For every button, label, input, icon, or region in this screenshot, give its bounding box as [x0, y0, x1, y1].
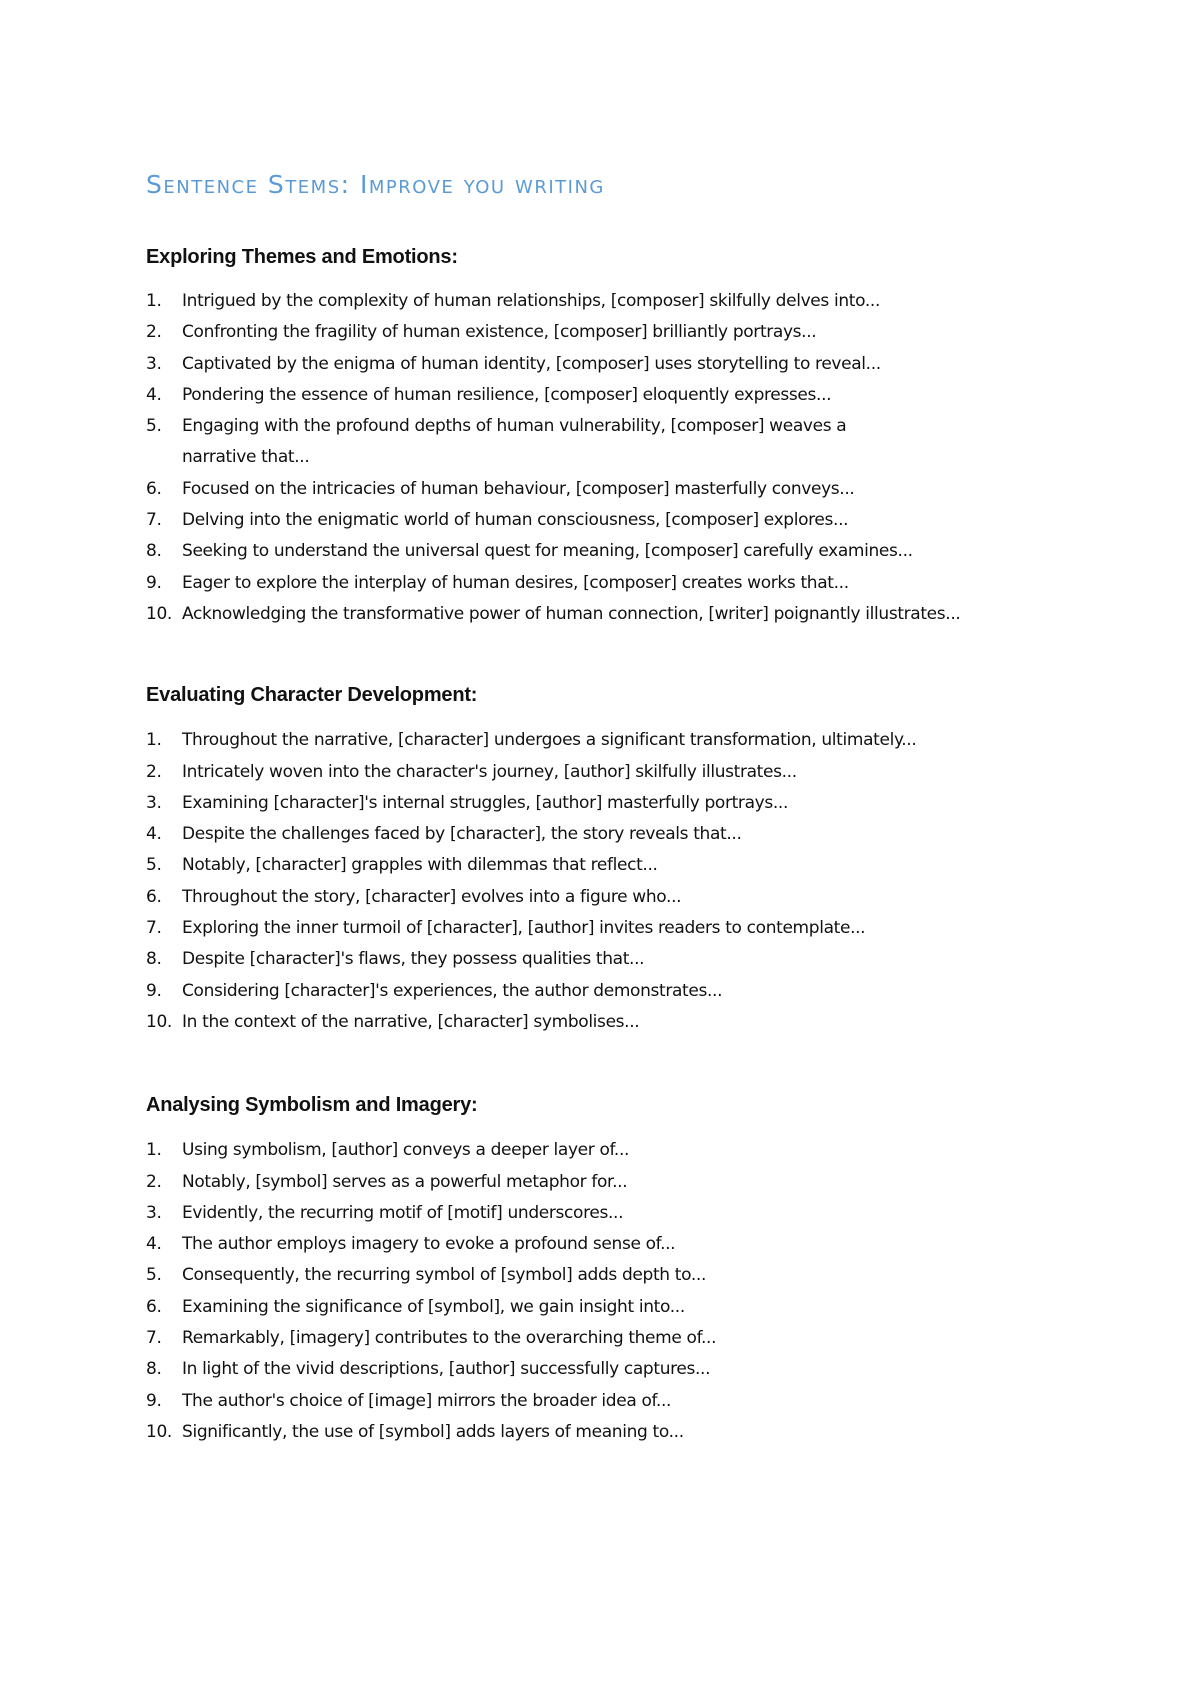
list-item — [146, 1260, 1066, 1291]
list-item-number: 2. — [146, 761, 162, 782]
list-item — [146, 788, 1066, 819]
list-item-number: 8. — [146, 541, 162, 562]
list-item — [146, 1292, 1066, 1323]
list-item — [146, 505, 1066, 536]
list-item-number: 3. — [146, 353, 162, 374]
list-item-number: 1. — [146, 1140, 162, 1161]
list-item-number: 5. — [146, 1265, 162, 1286]
list-item — [146, 913, 1066, 944]
list-item — [146, 599, 1066, 630]
stem-list-themes-emotions — [146, 286, 1066, 630]
list-item-number: 6. — [146, 886, 162, 907]
list-item-number: 10. — [146, 1421, 172, 1442]
list-item-number: 1. — [146, 291, 162, 311]
list-item-text: Using symbolism, [author] conveys a deeper layer of... — [182, 1140, 630, 1161]
list-item — [146, 944, 1066, 975]
list-item-number: 8. — [146, 949, 162, 970]
list-item-text: Evidently, the recurring motif of [motif] underscores... — [182, 1202, 624, 1223]
list-item-number: 7. — [146, 510, 162, 531]
list-item-text: Notably, [character] grapples with dilemmas that reflect... — [182, 855, 658, 876]
section-heading-themes-emotions: Exploring Themes and Emotions: — [146, 246, 458, 268]
list-item-text: Captivated by the enigma of human identity, [composer] uses storytelling to reveal... — [182, 353, 881, 374]
list-item-text: Examining [character]'s internal struggles, [author] masterfully portrays... — [182, 792, 789, 813]
list-item — [146, 568, 1066, 599]
list-item-number: 3. — [146, 1202, 162, 1223]
list-item-number: 1. — [146, 730, 162, 751]
list-item-text: Despite [character]'s flaws, they possess qualities that... — [182, 949, 645, 970]
list-item — [146, 1386, 1066, 1417]
list-item-number: 9. — [146, 980, 162, 1001]
list-item — [146, 976, 1066, 1007]
list-item-text: Throughout the narrative, [character] undergoes a significant transformation, ultimately... — [182, 730, 917, 751]
stem-list-symbolism-imagery — [146, 1135, 1066, 1448]
list-item-text: Intricately woven into the character's journey, [author] skilfully illustrates... — [182, 761, 797, 782]
list-item — [146, 536, 1066, 567]
list-item — [146, 1229, 1066, 1260]
stem-list-character-development — [146, 725, 1066, 1038]
list-item-text: Acknowledging the transformative power of human connection, [writer] poignantly illustrates... — [182, 603, 961, 624]
list-item-text: In the context of the narrative, [character] symbolises... — [182, 1011, 640, 1032]
list-item-text: Confronting the fragility of human existence, [composer] brilliantly portrays... — [182, 322, 817, 343]
list-item-number: 6. — [146, 478, 162, 499]
list-item-number: 7. — [146, 1328, 162, 1349]
list-item-text: Consequently, the recurring symbol of [symbol] adds depth to... — [182, 1265, 707, 1286]
list-item — [146, 411, 1066, 474]
list-item-number: 6. — [146, 1296, 162, 1317]
list-item-number: 10. — [146, 1011, 172, 1032]
list-item-text: Throughout the story, [character] evolves into a figure who... — [182, 886, 682, 907]
list-item-number: 5. — [146, 416, 162, 437]
list-item — [146, 349, 1066, 380]
list-item-number: 2. — [146, 322, 162, 343]
list-item — [146, 1354, 1066, 1385]
list-item-text: Focused on the intricacies of human behaviour, [composer] masterfully conveys... — [182, 478, 855, 499]
list-item-text: The author employs imagery to evoke a profound sense of... — [182, 1234, 676, 1255]
list-item-number: 4. — [146, 384, 162, 405]
list-item-number: 9. — [146, 1390, 162, 1411]
list-item-text: Delving into the enigmatic world of human consciousness, [composer] explores... — [182, 510, 849, 531]
list-item — [146, 380, 1066, 411]
list-item — [146, 1198, 1066, 1229]
list-item — [146, 725, 1066, 756]
list-item — [146, 819, 1066, 850]
document-title: Sentence Stems: Improve you writing — [146, 170, 605, 199]
list-item — [146, 1135, 1066, 1166]
list-item — [146, 1323, 1066, 1354]
list-item-text: Pondering the essence of human resilience, [composer] eloquently expresses... — [182, 384, 832, 405]
list-item-text: Significantly, the use of [symbol] adds layers of meaning to... — [182, 1421, 684, 1442]
list-item — [146, 882, 1066, 913]
list-item-number: 9. — [146, 572, 162, 593]
list-item-number: 7. — [146, 918, 162, 939]
list-item — [146, 1167, 1066, 1198]
list-item-text: Considering [character]'s experiences, the author demonstrates... — [182, 980, 723, 1001]
list-item-number: 3. — [146, 792, 162, 813]
list-item-text: Eager to explore the interplay of human desires, [composer] creates works that... — [182, 572, 849, 593]
list-item-text: Exploring the inner turmoil of [character], [author] invites readers to contemplate... — [182, 918, 866, 939]
list-item — [146, 757, 1066, 788]
list-item-text: Notably, [symbol] serves as a powerful metaphor for... — [182, 1171, 628, 1192]
list-item-number: 5. — [146, 855, 162, 876]
list-item-text: The author's choice of [image] mirrors the broader idea of... — [182, 1390, 672, 1411]
list-item-number: 2. — [146, 1171, 162, 1192]
list-item-text: Engaging with the profound depths of human vulnerability, [composer] weaves a narrative that... — [182, 416, 847, 468]
list-item-text: Intrigued by the complexity of human relationships, [composer] skilfully delves into... — [182, 291, 880, 311]
list-item-text: In light of the vivid descriptions, [author] successfully captures... — [182, 1359, 711, 1380]
document-page — [146, 168, 1066, 1448]
list-item-text: Seeking to understand the universal quest for meaning, [composer] carefully examines... — [182, 541, 913, 562]
list-item — [146, 474, 1066, 505]
list-item — [146, 1007, 1066, 1038]
list-item-text: Despite the challenges faced by [character], the story reveals that... — [182, 824, 742, 845]
list-item-number: 8. — [146, 1359, 162, 1380]
list-item-text: Examining the significance of [symbol], we gain insight into... — [182, 1296, 685, 1317]
list-item — [146, 1417, 1066, 1448]
list-item — [146, 317, 1066, 348]
section-heading-symbolism-imagery: Analysing Symbolism and Imagery: — [146, 1094, 478, 1117]
list-item-text: Remarkably, [imagery] contributes to the overarching theme of... — [182, 1328, 717, 1349]
list-item — [146, 850, 1066, 881]
list-item — [146, 286, 1066, 317]
section-heading-character-development: Evaluating Character Development: — [146, 684, 478, 707]
list-item-number: 10. — [146, 603, 172, 624]
list-item-number: 4. — [146, 1234, 162, 1255]
list-item-number: 4. — [146, 824, 162, 845]
